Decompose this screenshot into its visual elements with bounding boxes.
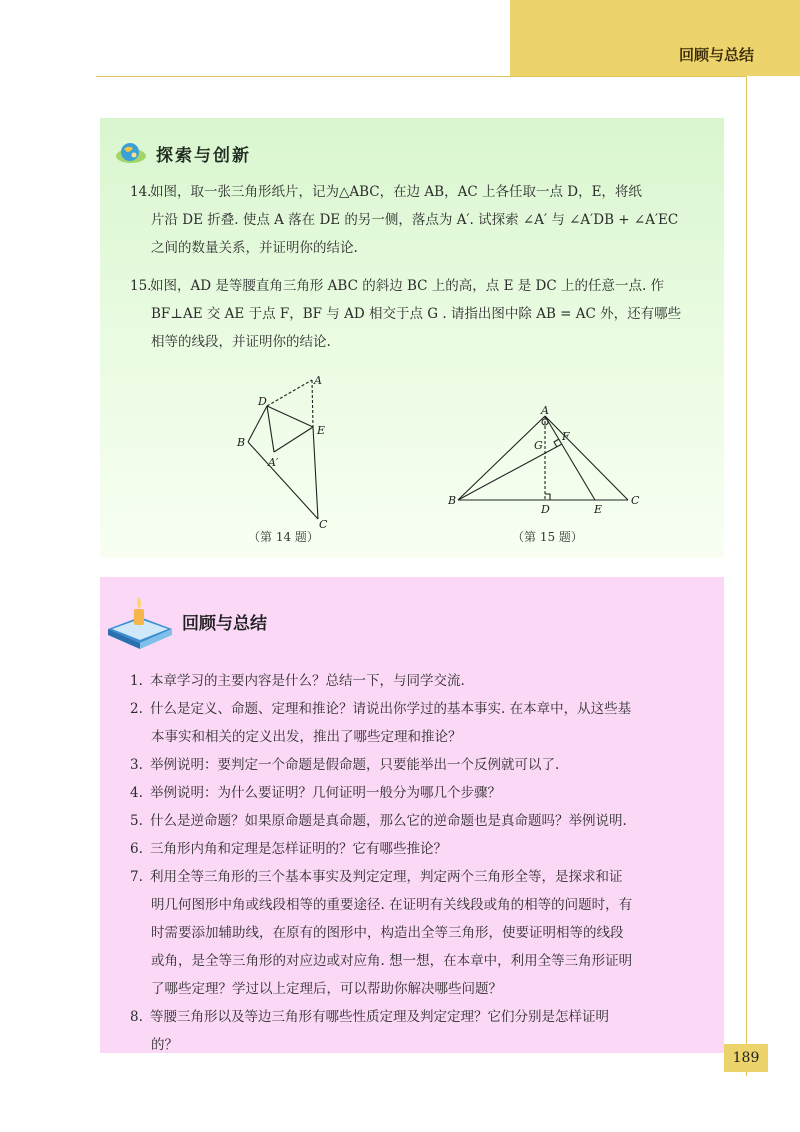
question-number: 8. [130,1009,143,1025]
review-heading [104,589,267,653]
review-question [130,779,720,807]
question-line: 举例说明：为什么要证明？几何证明一般分为哪几个步骤？ [150,785,501,801]
label-E: E [594,503,603,516]
review-question [130,807,720,835]
review-question [130,695,720,751]
question-line: 的？ [151,1037,178,1053]
label-C: C [631,494,640,507]
label-B: B [237,436,246,449]
book-icon [104,589,176,653]
explore-heading [114,140,251,166]
question-number: 7. [130,869,143,885]
problem-15 [130,272,720,356]
header-tab [510,0,800,76]
problem-14 [130,178,720,262]
label-E: E [317,424,326,437]
figure-14 [220,374,350,530]
label-A: A [541,404,549,417]
problem-line: 片沿 DE 折叠. 使点 A 落在 DE 的另一侧，落点为 A′. 试探索 ∠A′ 与 ∠A′DB + ∠A′EC [151,212,679,228]
figure-15 [448,402,648,522]
review-question [130,1003,720,1059]
question-line: 利用全等三角形的三个基本事实及判定定理，判定两个三角形全等，是探求和证 [150,869,623,885]
question-line: 本章学习的主要内容是什么？总结一下，与同学交流. [150,673,465,689]
page-number: 189 [724,1044,768,1072]
question-number: 3. [130,757,143,773]
question-line: 了哪些定理？学过以上定理后，可以帮助你解决哪些问题？ [151,981,502,997]
review-question [130,667,720,695]
question-line: 什么是逆命题？如果原命题是真命题，那么它的逆命题也是真命题吗？举例说明. [150,813,627,829]
question-line: 明几何图形中角或线段相等的重要途径. 在证明有关线段或角的相等的问题时，有 [151,897,633,913]
review-title: 回顾与总结 [182,613,267,634]
question-number: 6. [130,841,143,857]
problem-line: BF⊥AE 交 AE 于点 F，BF 与 AD 相交于点 G . 请指出图中除 AB = AC 外，还有哪些 [151,306,682,322]
question-line: 或角，是全等三角形的对应边或对应角. 想一想，在本章中，利用全等三角形证明 [151,953,633,969]
label-A: A [314,374,322,387]
explore-title: 探索与创新 [156,145,251,166]
review-question [130,751,720,779]
question-line: 时需要添加辅助线，在原有的图形中，构造出全等三角形，使要证明相等的线段 [151,925,624,941]
question-line: 举例说明：要判定一个命题是假命题，只要能举出一个反例就可以了. [150,757,560,773]
review-question-list [130,667,720,1059]
figure-15-caption: （第 15 题） [512,530,583,544]
question-number: 2. [130,701,143,717]
problem-number: 15. [130,278,152,294]
problem-line: 如图，取一张三角形纸片，记为△ABC，在边 AB，AC 上各任取一点 D，E，将纸 [150,184,642,200]
header-rule [96,76,746,77]
right-margin-rule [746,76,747,1076]
label-B: B [448,494,457,507]
question-line: 本事实和相关的定义出发，推出了哪些定理和推论？ [151,729,462,745]
question-number: 5. [130,813,143,829]
question-line: 等腰三角形以及等边三角形有哪些性质定理及判定定理？它们分别是怎样证明 [150,1009,609,1025]
review-question [130,835,720,863]
figure-14-caption: （第 14 题） [248,530,319,544]
label-C: C [319,518,328,530]
label-G: G [534,439,543,452]
globe-icon [114,140,148,166]
question-line: 什么是定义、命题、定理和推论？请说出你学过的基本事实. 在本章中，从这些基 [150,701,632,717]
label-A-prime: A′ [268,456,279,469]
header-title: 回顾与总结 [678,46,754,64]
problem-line: 相等的线段，并证明你的结论. [151,334,331,350]
problem-line: 之间的数量关系，并证明你的结论. [151,240,358,256]
question-number: 4. [130,785,143,801]
review-question [130,863,720,1003]
problem-number: 14. [130,184,152,200]
question-number: 1. [130,673,143,689]
label-F: F [562,430,570,443]
review-section [100,577,724,1053]
question-line: 三角形内角和定理是怎样证明的？它有哪些推论？ [150,841,447,857]
problem-line: 如图，AD 是等腰直角三角形 ABC 的斜边 BC 上的高，点 E 是 DC 上的任意一点. 作 [150,278,665,294]
explore-section [100,118,724,558]
label-D: D [258,395,267,408]
label-D: D [541,503,550,516]
